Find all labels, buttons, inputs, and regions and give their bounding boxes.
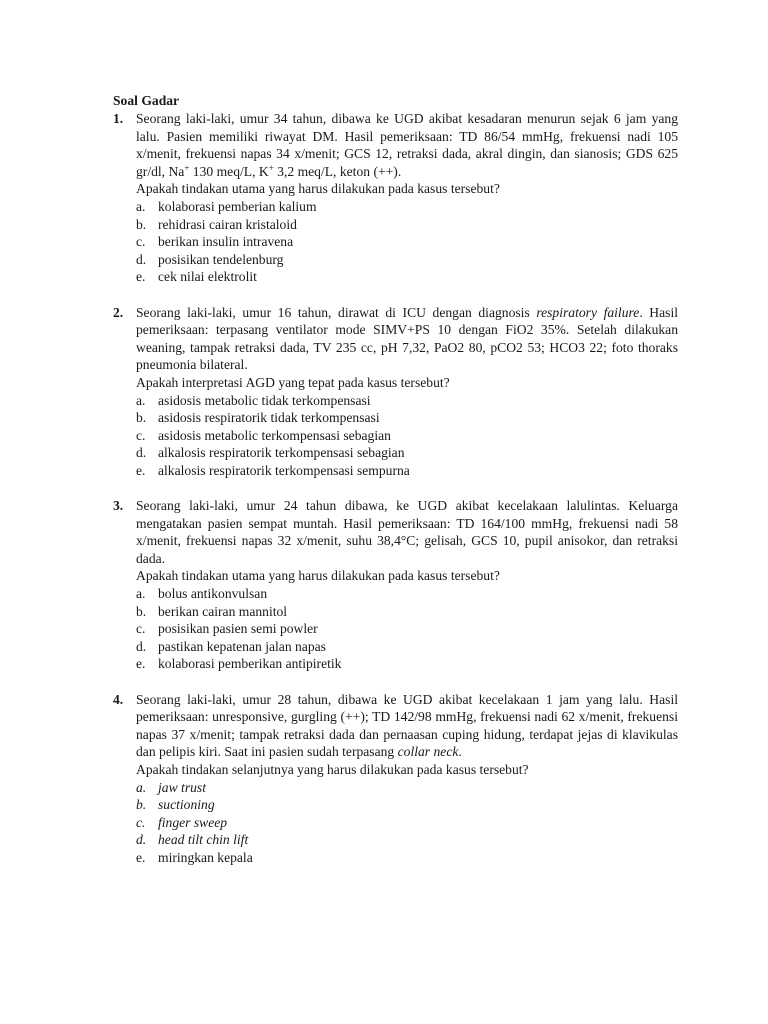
option-text: pastikan kepatenan jalan napas xyxy=(158,638,326,654)
stem-text: Seorang laki-laki, umur 28 tahun, dibawa ke UGD akibat kecelakaan 1 jam yang lalu. Hasil pemeriksaan: unresponsive, gurgling (++); TD 142/98 mmHg, frekuensi nadi 62 x/menit, frekuensi napas 37 x/menit; tampak retraksi dada dan pernaasan cuping hidung, terdapat jejas di klavikulas dan pelipis kiri. Saat ini pasien sudah terpasang xyxy=(136,691,678,760)
answer-option-b xyxy=(136,603,678,621)
question-number: 1. xyxy=(113,111,124,126)
question-prompt: Apakah tindakan utama yang harus dilakukan pada kasus tersebut? xyxy=(136,568,500,584)
answer-option-e xyxy=(136,655,678,673)
answer-option-c xyxy=(136,620,678,638)
answer-options xyxy=(136,392,678,480)
document-page xyxy=(113,92,678,884)
option-letter: b. xyxy=(136,410,147,426)
stem-text: Seorang laki-laki, umur 16 tahun, dirawat di ICU dengan diagnosis xyxy=(136,304,537,320)
superscript: + xyxy=(184,162,190,173)
stem-italic-term: respiratory failure xyxy=(536,304,640,320)
answer-option-c xyxy=(136,427,678,445)
answer-option-d xyxy=(136,251,678,269)
document-title: Soal Gadar xyxy=(113,93,180,108)
option-letter: c. xyxy=(136,621,146,637)
question-3 xyxy=(113,497,678,673)
answer-option-c xyxy=(136,814,678,832)
option-text: cek nilai elektrolit xyxy=(158,269,257,285)
question-number: 3. xyxy=(113,498,124,514)
answer-option-a xyxy=(136,198,678,216)
question-1 xyxy=(113,110,678,286)
option-text: bolus antikonvulsan xyxy=(158,586,268,602)
answer-options xyxy=(136,585,678,673)
option-text: posisikan pasien semi powler xyxy=(158,621,318,637)
option-letter: e. xyxy=(136,462,146,478)
option-text: berikan insulin intravena xyxy=(158,234,294,250)
answer-option-e xyxy=(136,268,678,286)
option-text: kolaborasi pemberian kalium xyxy=(158,198,317,214)
option-letter: e. xyxy=(136,269,146,285)
option-letter: e. xyxy=(136,849,146,865)
answer-option-e xyxy=(136,462,678,480)
stem-text: Seorang laki-laki, umur 34 tahun, dibawa ke UGD akibat kesadaran menurun sejak 6 jam yang lalu. Pasien memiliki riwayat DM. Hasil pemeriksaan: TD 86/54 mmHg, frekuensi nadi 105 x/menit, frekuensi napas 34 x/menit; GCS 12, retraksi dada, akral dingin, dan sianosis; GDS 625 gr/dl, Na xyxy=(136,111,678,179)
option-text: alkalosis respiratorik terkompensasi sempurna xyxy=(158,462,410,478)
option-text: suctioning xyxy=(158,797,215,813)
option-letter: d. xyxy=(136,832,147,848)
answer-option-b xyxy=(136,409,678,427)
answer-option-a xyxy=(136,779,678,797)
stem-text: 130 meq/L, K xyxy=(189,163,269,179)
option-text: alkalosis respiratorik terkompensasi sebagian xyxy=(158,445,405,461)
option-text: posisikan tendelenburg xyxy=(158,251,284,267)
answer-option-a xyxy=(136,585,678,603)
option-text: asidosis metabolic terkompensasi sebagian xyxy=(158,427,391,443)
option-letter: d. xyxy=(136,251,147,267)
question-prompt: Apakah tindakan selanjutnya yang harus dilakukan pada kasus tersebut? xyxy=(136,761,529,777)
question-prompt: Apakah tindakan utama yang harus dilakukan pada kasus tersebut? xyxy=(136,181,500,197)
option-text: kolaborasi pemberikan antipiretik xyxy=(158,656,342,672)
option-letter: c. xyxy=(136,234,146,250)
option-letter: a. xyxy=(136,586,146,602)
question-number: 2. xyxy=(113,304,124,320)
option-text: asidosis respiratorik tidak terkompensasi xyxy=(158,410,380,426)
question-4 xyxy=(113,691,678,867)
answer-option-a xyxy=(136,392,678,410)
answer-option-d xyxy=(136,831,678,849)
question-number: 4. xyxy=(113,691,124,707)
option-letter: d. xyxy=(136,445,147,461)
option-text: asidosis metabolic tidak terkompensasi xyxy=(158,392,371,408)
option-letter: e. xyxy=(136,656,146,672)
question-prompt: Apakah interpretasi AGD yang tepat pada kasus tersebut? xyxy=(136,374,450,390)
option-text: rehidrasi cairan kristaloid xyxy=(158,216,297,232)
answer-option-c xyxy=(136,233,678,251)
option-letter: b. xyxy=(136,216,147,232)
question-stem xyxy=(136,110,678,180)
answer-option-d xyxy=(136,638,678,656)
superscript: + xyxy=(268,162,274,173)
option-text: berikan cairan mannitol xyxy=(158,603,288,619)
option-letter: b. xyxy=(136,603,147,619)
option-letter: d. xyxy=(136,638,147,654)
answer-option-d xyxy=(136,444,678,462)
answer-option-b xyxy=(136,216,678,234)
option-letter: c. xyxy=(136,427,146,443)
answer-options xyxy=(136,198,678,286)
option-text: head tilt chin lift xyxy=(158,832,249,848)
option-letter: a. xyxy=(136,392,146,408)
option-letter: a. xyxy=(136,198,146,214)
stem-text: . Hasil pemeriksaan: terpasang ventilator mode SIMV+PS 10 dengan FiO2 35%. Setelah dilakukan weaning, tampak retraksi dada, TV 235 cc, pH 7,32, PaO2 80, pCO2 53; HCO3 22; foto thoraks pneumonia bilateral. xyxy=(136,304,679,373)
stem-text: . xyxy=(458,744,462,760)
answer-options xyxy=(136,779,678,867)
option-letter: b. xyxy=(136,797,147,813)
question-stem xyxy=(136,691,678,761)
stem-italic-term: collar neck xyxy=(397,744,459,760)
option-letter: c. xyxy=(136,814,146,830)
question-stem xyxy=(136,304,678,374)
stem-text: 3,2 meq/L, keton (++). xyxy=(273,163,402,179)
question-stem: Seorang laki-laki, umur 24 tahun dibawa, ke UGD akibat kecelakaan lalulintas. Keluarga mengatakan pasien sempat muntah. Hasil pemeriksaan: TD 164/100 mmHg, frekuensi nadi 58 x/menit, frekuensi napas 32 x/menit, suhu 38,4°C; gelisah, GCS 10, pupil anisokor, dan retraksi dada. xyxy=(136,498,678,566)
option-letter: a. xyxy=(136,779,147,795)
answer-option-b xyxy=(136,796,678,814)
answer-option-e xyxy=(136,849,678,867)
option-text: miringkan kepala xyxy=(158,849,253,865)
option-text: jaw trust xyxy=(158,779,206,795)
question-2 xyxy=(113,304,678,480)
option-text: finger sweep xyxy=(158,814,228,830)
